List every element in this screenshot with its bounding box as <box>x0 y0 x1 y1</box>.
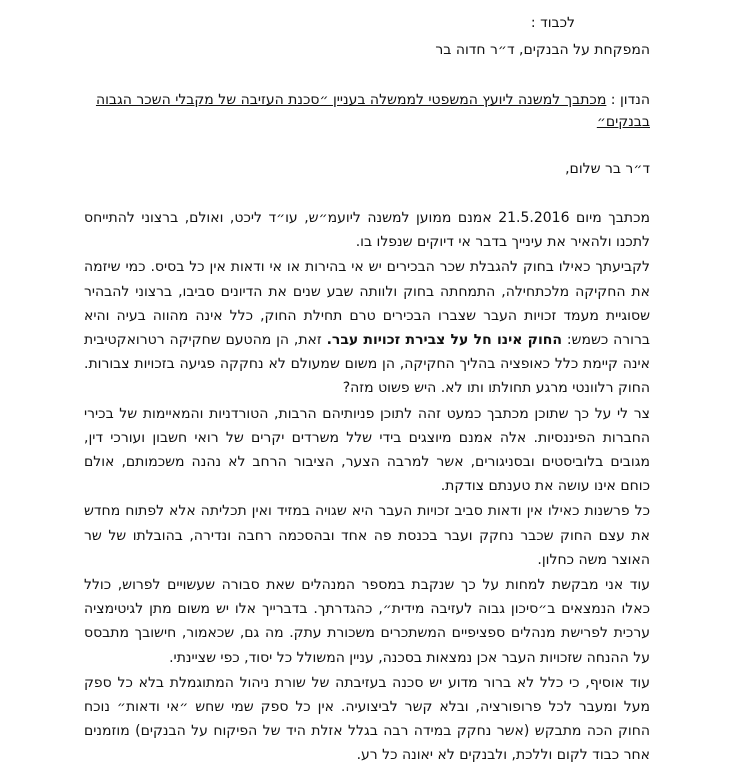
paragraph-text: לקביעתך כאילו בחוק להגבלת שכר הבכירים יש אי בהירות או אי ודאות אין כל בסיס. כמי שיזמה את החקיקה מלכתחילה, התמחתה בחוק ולוותה שבע שנים את הדיונים סביבו, ברצוני להבהיר שסוגיית מעמד זכויות העבר שצברו הבכירים טרם תחילת החוק, כלל אינה מהווה בעיה והיא ברורה כשמש: <box>84 259 650 349</box>
paragraph <box>84 255 650 400</box>
paragraph: עוד אוסיף, כי כלל לא ברור מדוע יש סכנה בעזיבתה של שורת ניהול המתוגמלת בלא כל ספק מעל ומעבר לכל פרופורציה, ובלא קשר לביצועיה. אין כל ספק שמי שחש ״אי ודאות״ נוכח החוק הכה מתבקש (אשר נחקק במידה רבה בגלל אזלת היד של הפיקוח על הבנקים) מוזמנים אחר כבוד לקום וללכת, ולבנקים לא יאונה כל רע. <box>84 674 650 764</box>
recipient-name: המפקחת על הבנקים, ד״ר חדוה בר <box>435 42 650 58</box>
subject-prefix: הנדון : <box>610 92 650 108</box>
letter-body <box>84 206 650 769</box>
addressee-label: לכבוד : <box>530 15 575 31</box>
subject-title: מכתבך למשנה ליועץ המשפטי לממשלה בעניין ״סכנת העזיבה של מקבלי השכר הגבוה בבנקים״ <box>95 92 650 130</box>
paragraph: צר לי על כך שתוכן מכתבך כמעט זהה לתוכן פניותיהם הרבות, הטורדניות והמאיימות של בכירי החברות הפיננסיות. אלה אמנם מיוצגים בידי שלל משרדים יקרים של רואי חשבון ועורכי דין, מגובים בלוביסטים ובסניגורים, אשר למרבה הצער, הציבור הרחב לא נהנה משכמותם, אולם כוחם אינו עושה את טענתם צודקת. <box>84 405 650 495</box>
paragraph: כל פרשנות כאילו אין ודאות סביב זכויות העבר היא שגויה במזיד ואין תכליתה אלא לפתוח מחדש את עצם החוק שכבר נחקק ועבר בכנסת פה אחד ובהסכמה רחבה ונדירה, בהובלתו של שר האוצר משה כחלון. <box>84 503 650 568</box>
paragraph: מכתבך מיום 21.5.2016 אמנם ממוען למשנה ליועמ״ש, עו״ד ליכט, ואולם, ברצוני להתייחס לתכנו ולהאיר את עינייך בדבר אי דיוקים שנפלו בו. <box>84 210 651 251</box>
greeting: ד״ר בר שלום, <box>565 161 650 177</box>
paragraph: עוד אני מבקשת למחות על כך שנקבת במספר המנהלים שאת סבורה שעשויים לפרוש, כולל כאלו הנמצאים ב״סיכון גבוה לעזיבה מידית״, כהגדרתך. בדברייך אלו יש משום מתן לגיטימציה ערכית לפרישת מנהלים ספציפיים המשתכרים משכורת עתק. מה גם, שכאמור, חישובך מתבסס על ההנחה שזכויות העבר אכן נמצאות בסכנה, עניין המשולל כל יסוד, כפי שציינתי. <box>84 577 650 666</box>
bold-statement: החוק אינו חל על צבירת זכויות עבר. <box>326 332 563 349</box>
subject-line <box>90 89 650 133</box>
paragraph-text: זאת, הן מהטעם שחקיקה רטרואקטיבית אינה קיימת כלל כאופציה בהליך החקיקה, הן משום שמעולם לא נחקקה פגיעה בזכויות צבורות. החוק רלוונטי מרגע תחולתו ותו לא. היש פשוט מזה? <box>84 332 650 397</box>
